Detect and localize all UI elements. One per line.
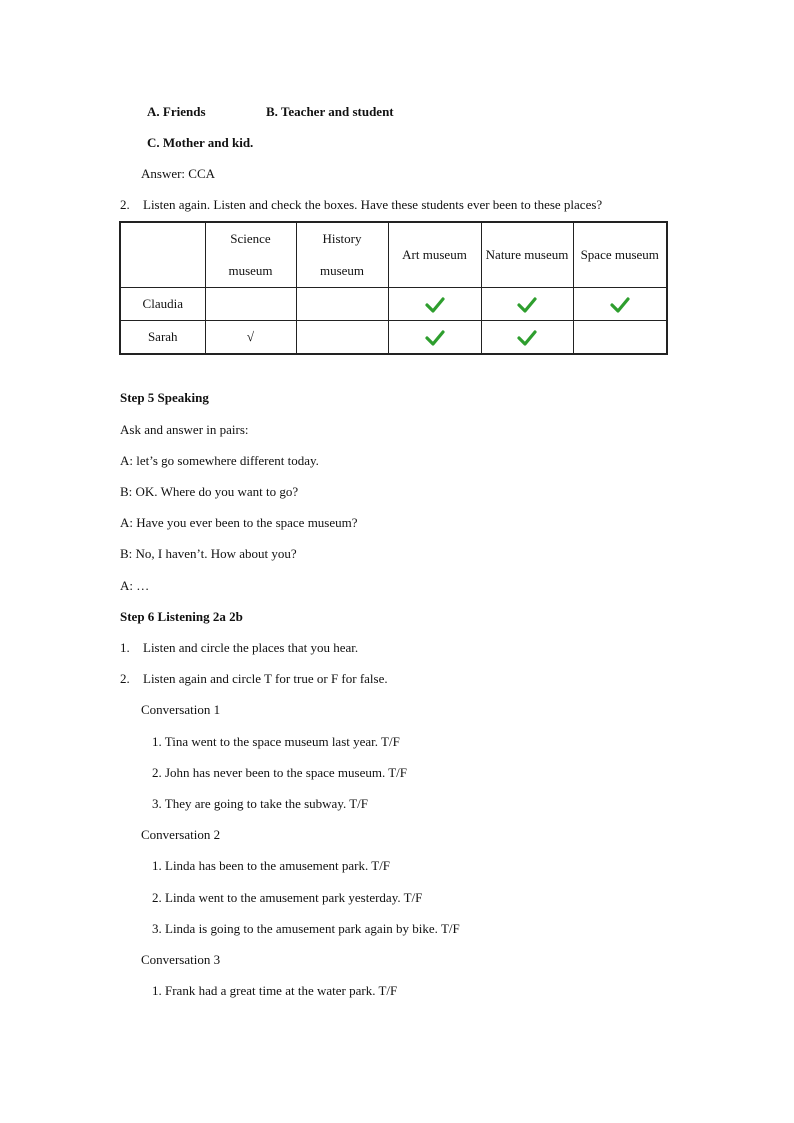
check-icon [610, 296, 630, 314]
row-name: Claudia [120, 288, 205, 321]
museum-table [119, 221, 668, 355]
table-cell: √ [205, 321, 296, 355]
dialog-line: A: … [120, 578, 150, 593]
dialog-line: B: OK. Where do you want to go? [120, 484, 299, 499]
check-icon [517, 329, 537, 347]
step6-item-number: 1. [120, 640, 130, 655]
row-name: Sarah [120, 321, 205, 355]
table-cell [205, 288, 296, 321]
answer-line: Answer: CCA [141, 166, 216, 181]
option-c: C. Mother and kid. [147, 135, 254, 150]
header-cell-history: History museum [296, 222, 388, 288]
table-cell [573, 288, 667, 321]
statement-item: 3. They are going to take the subway. T/F [152, 796, 369, 811]
option-a: A. Friends [147, 104, 206, 119]
table-row [120, 288, 667, 321]
q2-number: 2. [120, 197, 130, 212]
q2-text: Listen again. Listen and check the boxes. Have these students ever been to these places? [143, 197, 603, 212]
dialog-line: B: No, I haven’t. How about you? [120, 546, 297, 561]
conversation-label: Conversation 2 [141, 827, 221, 842]
option-b: B. Teacher and student [266, 104, 394, 119]
step6-item-text: Listen again and circle T for true or F for false. [143, 671, 388, 686]
table-cell [573, 321, 667, 355]
table-cell [296, 321, 388, 355]
statement-item: 1. Linda has been to the amusement park. T/F [152, 858, 391, 873]
header-cell-art: Art museum [388, 222, 481, 288]
table-cell [388, 288, 481, 321]
step6-item-number: 2. [120, 671, 130, 686]
statement-item: 1. Tina went to the space museum last year. T/F [152, 734, 400, 749]
table-row [120, 321, 667, 355]
header-cell-space: Space museum [573, 222, 667, 288]
header-cell-science: Science museum [205, 222, 296, 288]
check-icon [517, 296, 537, 314]
table-header-row [120, 222, 667, 288]
step6-item-text: Listen and circle the places that you hear. [143, 640, 359, 655]
table-cell [481, 321, 573, 355]
check-icon [425, 296, 445, 314]
dialog-line: A: let’s go somewhere different today. [120, 453, 319, 468]
statement-item: 2. John has never been to the space museum. T/F [152, 765, 408, 780]
step6-title: Step 6 Listening 2a 2b [120, 609, 243, 624]
header-cell-empty [120, 222, 205, 288]
statement-item: 3. Linda is going to the amusement park again by bike. T/F [152, 921, 460, 936]
table-cell [481, 288, 573, 321]
check-icon [425, 329, 445, 347]
table-cell [388, 321, 481, 355]
step5-intro: Ask and answer in pairs: [120, 422, 249, 437]
conversation-label: Conversation 3 [141, 952, 221, 967]
statement-item: 1. Frank had a great time at the water park. T/F [152, 983, 398, 998]
header-cell-nature: Nature museum [481, 222, 573, 288]
statement-item: 2. Linda went to the amusement park yesterday. T/F [152, 890, 423, 905]
conversation-label: Conversation 1 [141, 702, 221, 717]
step5-title: Step 5 Speaking [120, 390, 209, 405]
dialog-line: A: Have you ever been to the space museum? [120, 515, 358, 530]
table-cell [296, 288, 388, 321]
